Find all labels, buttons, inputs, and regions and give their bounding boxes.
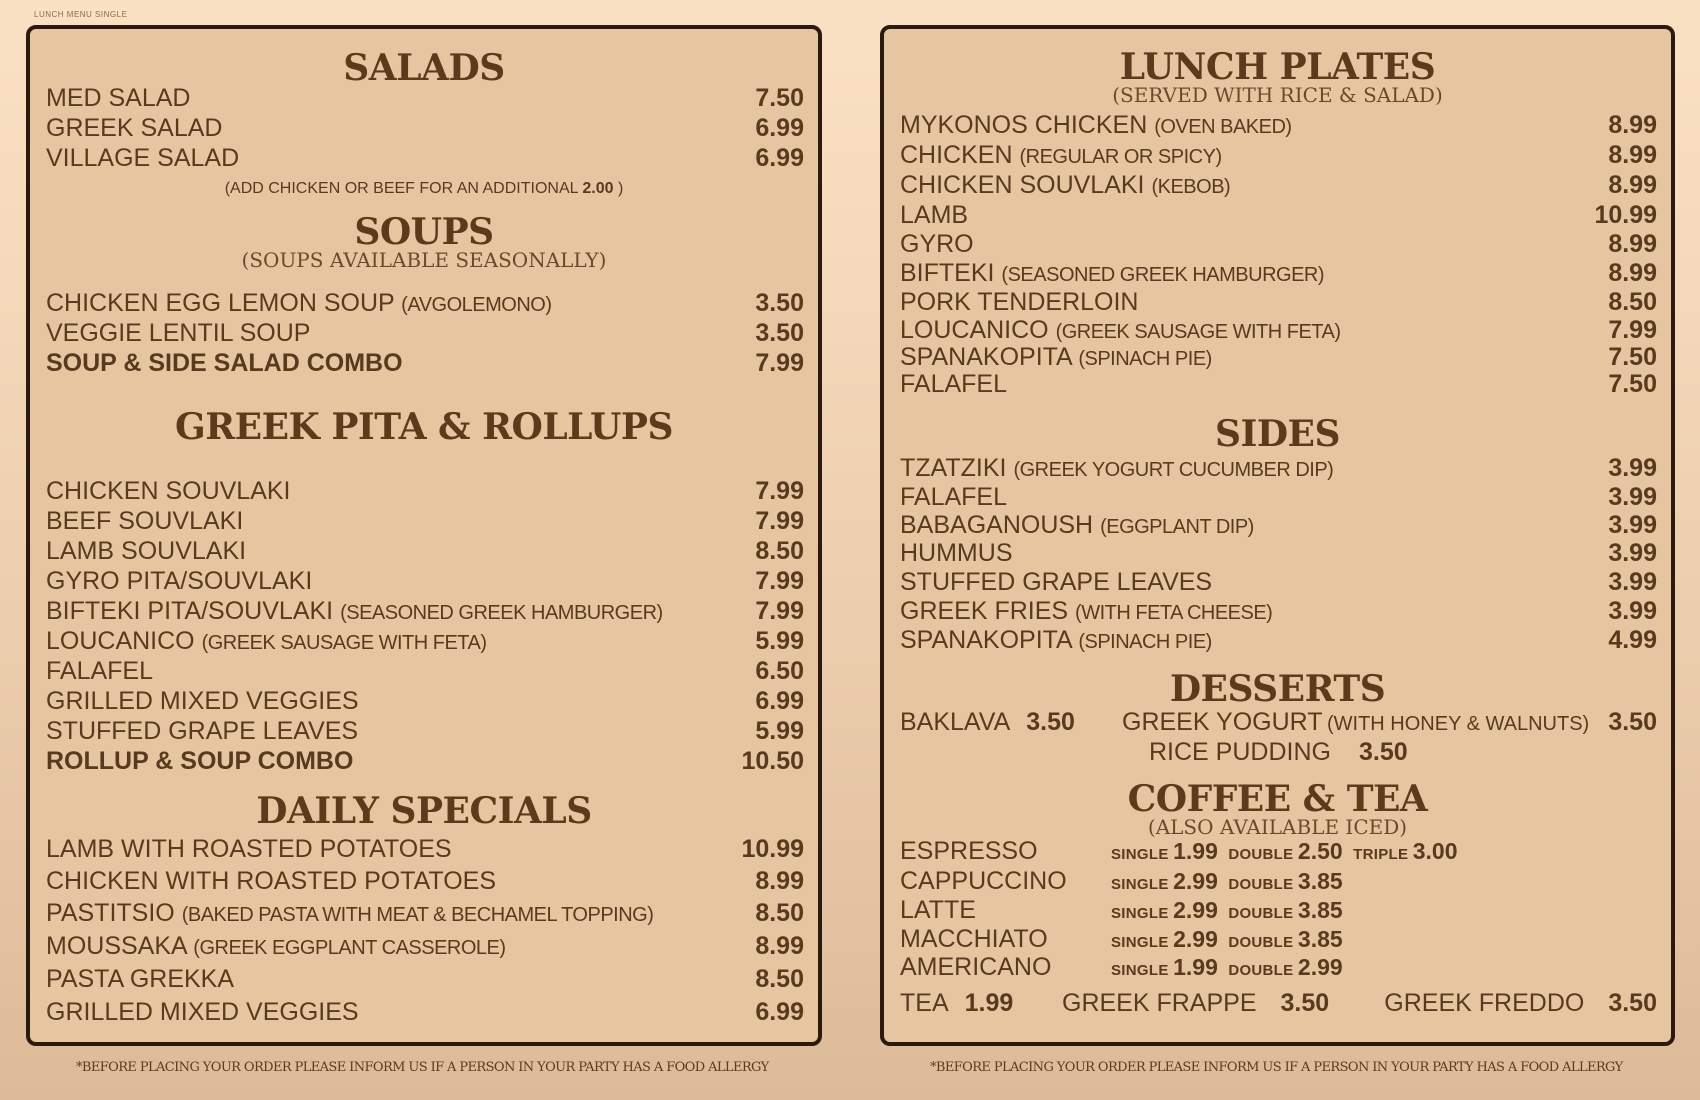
item-name: HUMMUS [900,539,1013,567]
coffee-item[interactable] [900,867,1067,899]
item-price: 10.99 [741,835,804,863]
item-name: TEA [900,989,949,1017]
item-name: FALAFEL [900,370,1007,398]
menu-item[interactable] [46,144,804,172]
menu-item[interactable] [900,483,1657,511]
item-name: GREEK FRIES [900,597,1069,625]
coffee-item[interactable] [1384,989,1657,1021]
item-price: 6.99 [755,998,804,1026]
item-note: (SPINACH PIE) [1078,631,1212,653]
item-price: 7.99 [755,597,804,625]
item-name: GYRO [900,230,974,258]
item-price: 8.99 [1608,171,1657,199]
item-name: PASTA GREKKA [46,965,235,993]
item-name: PASTITSIO [46,899,175,927]
item-note: (WITH HONEY & WALNUTS) [1326,713,1590,735]
coffee-title: COFFEE & TEA [1127,778,1428,820]
item-price: 5.99 [755,627,804,655]
item-price: 8.50 [755,965,804,993]
item-price: 7.50 [1608,343,1657,371]
lunch-subtitle: (SERVED WITH RICE & SALAD) [1112,83,1443,107]
dessert-item[interactable] [1149,738,1408,770]
item-price: 3.50 [1026,708,1075,736]
item-note: (KEBOB) [1151,176,1231,198]
menu-item[interactable] [900,171,1657,199]
item-name: FALAFEL [900,483,1007,511]
item-name: LOUCANICO [46,627,195,655]
menu-item[interactable] [46,507,804,535]
item-price: 3.50 [1358,738,1408,766]
menu-item[interactable] [900,343,1657,371]
item-note: (AVGOLEMONO) [401,294,552,316]
coffee-item[interactable] [1062,989,1329,1021]
item-price: 8.50 [1608,288,1657,316]
item-name: SPANAKOPITA [900,343,1072,371]
item-name: PORK TENDERLOIN [900,288,1139,316]
item-price: 8.50 [755,537,804,565]
item-name: CHICKEN WITH ROASTED POTATOES [46,867,497,895]
allergy-note-left: *BEFORE PLACING YOUR ORDER PLEASE INFORM US IF A PERSON IN YOUR PARTY HAS A FOOD ALLERGY [76,1060,769,1075]
item-price: 7.99 [755,349,804,377]
item-name: ROLLUP & SOUP COMBO [46,747,354,775]
item-name: CHICKEN [900,141,1013,169]
item-name: LAMB SOUVLAKI [46,537,247,565]
menu-item[interactable] [46,687,804,715]
item-price: 3.99 [1608,483,1657,511]
menu-item[interactable] [900,568,1657,596]
item-name: CHICKEN SOUVLAKI [900,171,1145,199]
menu-item[interactable] [900,370,1657,398]
item-name: BEEF SOUVLAKI [46,507,244,535]
item-note: (REGULAR OR SPICY) [1019,146,1222,168]
menu-item[interactable] [900,259,1657,287]
menu-item[interactable] [46,567,804,595]
menu-item[interactable] [900,316,1657,344]
item-price: 8.99 [1608,230,1657,258]
item-price: 3.99 [1608,597,1657,625]
item-name: STUFFED GRAPE LEAVES [900,568,1213,596]
item-note: (GREEK YOGURT CUCUMBER DIP) [1013,459,1334,481]
item-name: VEGGIE LENTIL SOUP [46,319,311,347]
coffee-prices: SINGLE 2.99 DOUBLE 3.85 [1111,926,1343,952]
menu-item[interactable] [900,511,1657,539]
item-note: (WITH FETA CHEESE) [1075,602,1273,624]
item-price: 6.99 [755,687,804,715]
item-price: 7.99 [755,477,804,505]
item-price: 6.99 [755,144,804,172]
item-price: 3.50 [755,289,804,317]
menu-item[interactable] [46,717,804,745]
menu-item[interactable] [46,597,804,625]
right-menu-panel [880,25,1675,1046]
coffee-item[interactable] [900,989,1013,1021]
menu-item[interactable] [900,230,1657,258]
menu-item[interactable] [46,899,804,927]
item-price: 10.99 [1594,201,1657,229]
item-note: (GREEK SAUSAGE WITH FETA) [1055,321,1341,343]
menu-item[interactable] [46,319,804,347]
item-price: 7.99 [755,507,804,535]
dessert-item[interactable] [1122,708,1589,740]
item-name: GREEK FREDDO [1384,989,1585,1017]
coffee-prices: SINGLE 1.99 DOUBLE 2.50 TRIPLE 3.00 [1111,838,1458,864]
item-price: 4.99 [1608,626,1657,654]
menu-item[interactable] [46,965,804,993]
item-price: 8.99 [755,932,804,960]
item-name: LATTE [900,896,976,924]
coffee-item[interactable] [900,896,976,928]
item-name: STUFFED GRAPE LEAVES [46,717,359,745]
item-name: BIFTEKI [900,259,995,287]
item-name: AMERICANO [900,953,1052,981]
coffee-prices: SINGLE 1.99 DOUBLE 2.99 [1111,954,1343,980]
item-name: BIFTEKI PITA/SOUVLAKI [46,597,334,625]
item-price: 7.50 [755,84,804,112]
item-name: FALAFEL [46,657,153,685]
coffee-item[interactable] [900,837,1038,869]
item-name: CHICKEN EGG LEMON SOUP [46,289,395,317]
soups-subtitle: (SOUPS AVAILABLE SEASONALLY) [241,248,607,272]
item-name: LAMB WITH ROASTED POTATOES [46,835,452,863]
menu-item[interactable] [46,998,804,1026]
coffee-prices: SINGLE 2.99 DOUBLE 3.85 [1111,897,1343,923]
item-price: 3.50 [1608,708,1657,736]
item-name: GYRO PITA/SOUVLAKI [46,567,313,595]
menu-item[interactable] [46,477,804,505]
item-name: BABAGANOUSH [900,511,1094,539]
item-note: (BAKED PASTA WITH MEAT & BECHAMEL TOPPING) [181,904,654,926]
item-name: MED SALAD [46,84,191,112]
item-price: 3.99 [1608,568,1657,596]
allergy-note-right: *BEFORE PLACING YOUR ORDER PLEASE INFORM US IF A PERSON IN YOUR PARTY HAS A FOOD ALLERGY [930,1060,1623,1075]
item-price: 8.99 [1608,111,1657,139]
menu-item[interactable] [900,141,1657,169]
item-price: 7.99 [1608,316,1657,344]
menu-item[interactable] [900,201,1657,229]
salads-title: SALADS [343,47,505,89]
menu-item[interactable] [46,627,804,655]
item-name: GRILLED MIXED VEGGIES [46,687,359,715]
menu-item[interactable] [900,626,1657,654]
coffee-subtitle: (ALSO AVAILABLE ICED) [1147,815,1408,839]
item-name: GREEK FRAPPE [1062,989,1257,1017]
menu-item[interactable] [46,867,804,895]
item-price: 7.99 [755,567,804,595]
item-name: GRILLED MIXED VEGGIES [46,998,359,1026]
item-price: 8.99 [755,867,804,895]
item-note: (SEASONED GREEK HAMBURGER) [340,602,663,624]
coffee-prices: SINGLE 2.99 DOUBLE 3.85 [1111,868,1343,894]
item-price: 8.99 [1608,141,1657,169]
item-name: LAMB [900,201,969,229]
item-name: GREEK YOGURT [1122,708,1323,736]
menu-item[interactable] [46,84,804,112]
item-price: 7.50 [1608,370,1657,398]
item-price: 3.50 [1608,989,1657,1017]
item-price: 3.99 [1608,511,1657,539]
sides-title: SIDES [1215,413,1340,455]
menu-item[interactable] [46,349,804,377]
item-name: GREEK SALAD [46,114,223,142]
soups-title: SOUPS [354,211,494,253]
left-menu-panel [26,25,822,1046]
menu-item[interactable] [46,835,804,863]
menu-item[interactable] [46,537,804,565]
specials-title: DAILY SPECIALS [256,790,592,832]
item-price: 8.99 [1608,259,1657,287]
item-name: BAKLAVA [900,708,1011,736]
item-name: TZATZIKI [900,454,1007,482]
item-name: SOUP & SIDE SALAD COMBO [46,349,403,377]
item-price: 3.50 [755,319,804,347]
item-price: 6.50 [755,657,804,685]
item-name: CAPPUCCINO [900,867,1067,895]
item-price: 3.99 [1608,539,1657,567]
item-name: ESPRESSO [900,837,1038,865]
menu-item[interactable] [46,747,804,775]
item-name: RICE PUDDING [1149,738,1331,766]
header-tag: LUNCH MENU SINGLE [34,10,128,19]
desserts-title: DESSERTS [1169,668,1386,710]
item-price: 5.99 [755,717,804,745]
item-name: CHICKEN SOUVLAKI [46,477,291,505]
dessert-item[interactable] [900,708,1075,740]
item-note: (GREEK SAUSAGE WITH FETA) [201,632,487,654]
item-note: (SPINACH PIE) [1078,348,1212,370]
menu-item[interactable] [900,111,1657,139]
menu-item[interactable] [46,932,804,960]
item-note: (GREEK EGGPLANT CASSEROLE) [193,937,506,959]
lunch-title: LUNCH PLATES [1119,46,1436,88]
menu-item[interactable] [46,657,804,685]
menu-item[interactable] [900,454,1657,482]
item-price: 6.99 [755,114,804,142]
coffee-item[interactable] [900,953,1051,985]
item-price: 3.99 [1608,454,1657,482]
menu-item[interactable] [900,539,1657,567]
item-name: VILLAGE SALAD [46,144,240,172]
item-price: 8.50 [755,899,804,927]
salads-addon-note: (ADD CHICKEN OR BEEF FOR AN ADDITIONAL 2.00 ) [224,180,624,197]
item-name: LOUCANICO [900,316,1049,344]
item-price: 3.50 [1280,989,1330,1017]
item-price: 10.50 [741,747,804,775]
pitas-title: GREEK PITA & ROLLUPS [175,406,673,448]
item-note: (SEASONED GREEK HAMBURGER) [1001,264,1325,286]
item-note: (EGGPLANT DIP) [1100,516,1254,538]
item-name: MYKONOS CHICKEN [900,111,1148,139]
item-name: MACCHIATO [900,925,1048,953]
menu-item[interactable] [900,288,1657,316]
item-name: SPANAKOPITA [900,626,1072,654]
item-note: (OVEN BAKED) [1154,116,1292,138]
menu-item[interactable] [46,289,804,317]
menu-item[interactable] [900,597,1657,625]
item-name: MOUSSAKA [46,932,187,960]
menu-item[interactable] [46,114,804,142]
item-price: 1.99 [964,989,1014,1017]
